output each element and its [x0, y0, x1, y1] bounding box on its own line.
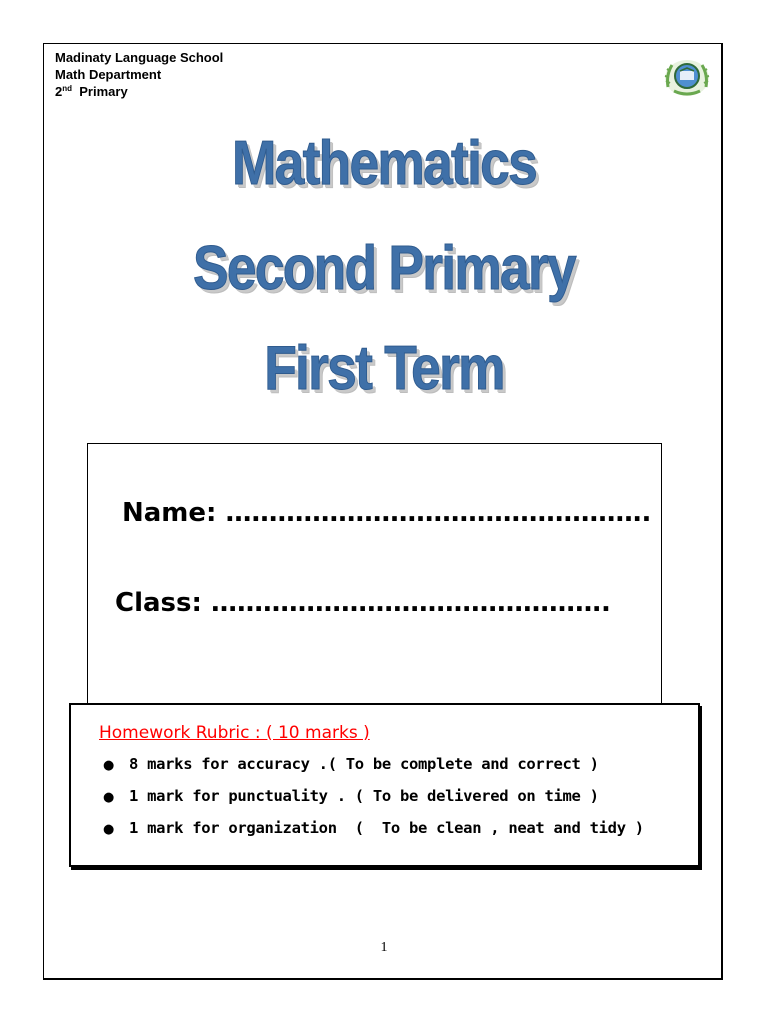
rubric-item — [103, 749, 644, 781]
class-field: Class: ………………………………………. — [115, 588, 611, 618]
department-name: Math Department — [55, 67, 162, 82]
name-field: Name: …………………………………………. — [122, 498, 652, 528]
rubric-item-text: 8 marks for accuracy .( To be complete and correct ) — [129, 755, 599, 773]
title-first-term: First Term — [264, 334, 504, 403]
grade-suffix: nd — [62, 84, 73, 93]
bullet-icon: ● — [103, 758, 115, 773]
bullet-icon: ● — [103, 790, 115, 805]
rubric-item-text: 1 mark for organization ( To be clean , neat and tidy ) — [129, 819, 644, 837]
title-mathematics: Mathematics — [231, 129, 537, 198]
school-logo-icon — [662, 57, 712, 99]
student-info-box — [87, 443, 662, 713]
page-number: 1 — [380, 940, 388, 955]
rubric-item — [103, 813, 644, 845]
rubric-title: Homework Rubric : ( 10 marks ) — [99, 723, 370, 743]
grade-line — [55, 83, 223, 100]
title-second-primary: Second Primary — [193, 234, 575, 303]
rubric-item-text: 1 mark for punctuality . ( To be delivered on time ) — [129, 787, 599, 805]
homework-rubric-box — [69, 703, 700, 867]
grade-number: 2 — [55, 84, 63, 99]
rubric-item — [103, 781, 644, 813]
rubric-list — [103, 749, 644, 845]
school-header — [55, 49, 223, 100]
bullet-icon: ● — [103, 822, 115, 837]
school-name: Madinaty Language School — [55, 50, 224, 65]
grade-label: Primary — [79, 84, 128, 99]
